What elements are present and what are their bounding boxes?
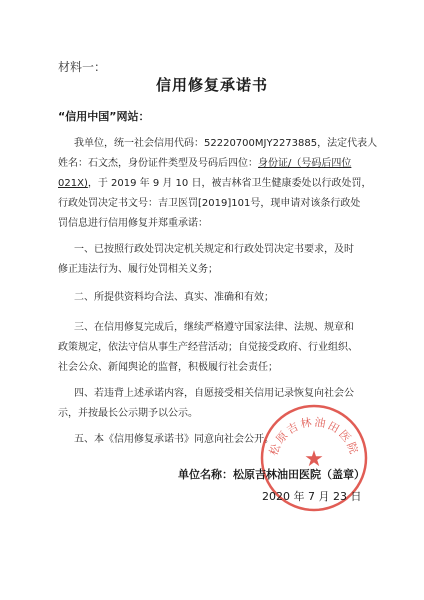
p2-line-2: 修正违法行为、履行处罚相关义务； xyxy=(58,264,218,275)
material-label: 材料一： xyxy=(58,60,107,74)
p3-line-1: 二、所提供资料均合法、真实、准确和有效； xyxy=(74,292,274,303)
p4-line-2: 政策规定，依法守信从事生产经营活动；自觉接受政府、行业组织、 xyxy=(58,342,358,353)
svg-text:松原吉林油田医院: 松原吉林油田医院 xyxy=(266,415,362,458)
p1-line-3: 021X)，于 2019 年 9 月 10 日，被吉林省卫生健康委处以行政处罚， xyxy=(58,178,372,189)
p1-line-4: 行政处罚决定书文号：吉卫医罚[2019]101号，现申请对该条行政处 xyxy=(58,198,361,209)
p5-line-2: 示，并按最长公示期予以公示。 xyxy=(58,408,198,419)
representative-name: 石文杰 xyxy=(88,158,118,169)
addressee: “信用中国”网站： xyxy=(58,110,150,123)
p1-line-1: 我单位，统一社会信用代码：52220700MJY2273885，法定代表人 xyxy=(74,138,378,149)
p2-line-1: 一、已按照行政处罚决定机关规定和行政处罚决定书要求，及时 xyxy=(74,244,354,255)
document-title: 信用修复承诺书 xyxy=(155,76,268,94)
p4-line-1: 三、在信用修复完成后，继续严格遵守国家法律、法规、规章和 xyxy=(74,322,354,333)
p4-line-3: 社会公众、新闻舆论的监督，积极履行社会责任； xyxy=(58,362,278,373)
p1-line-5: 罚信息进行信用修复并郑重承诺： xyxy=(58,218,208,229)
p1-line-2: 姓名：石文杰，身份证件类型及号码后四位：身份证/（号码后四位 xyxy=(58,158,352,169)
p5-line-1: 四、若违背上述承诺内容，自愿接受相关信用记录恢复向社会公 xyxy=(74,388,354,399)
signature-line: 单位名称：松原吉林油田医院（盖章） xyxy=(178,468,365,481)
date-line: 2020 年 7 月 23 日 xyxy=(262,490,362,503)
id-info: 身份证/（号码后四位 xyxy=(258,158,352,169)
svg-text:★: ★ xyxy=(304,447,324,472)
p6-line-1: 五、本《信用修复承诺书》同意向社会公开。 xyxy=(74,434,274,445)
